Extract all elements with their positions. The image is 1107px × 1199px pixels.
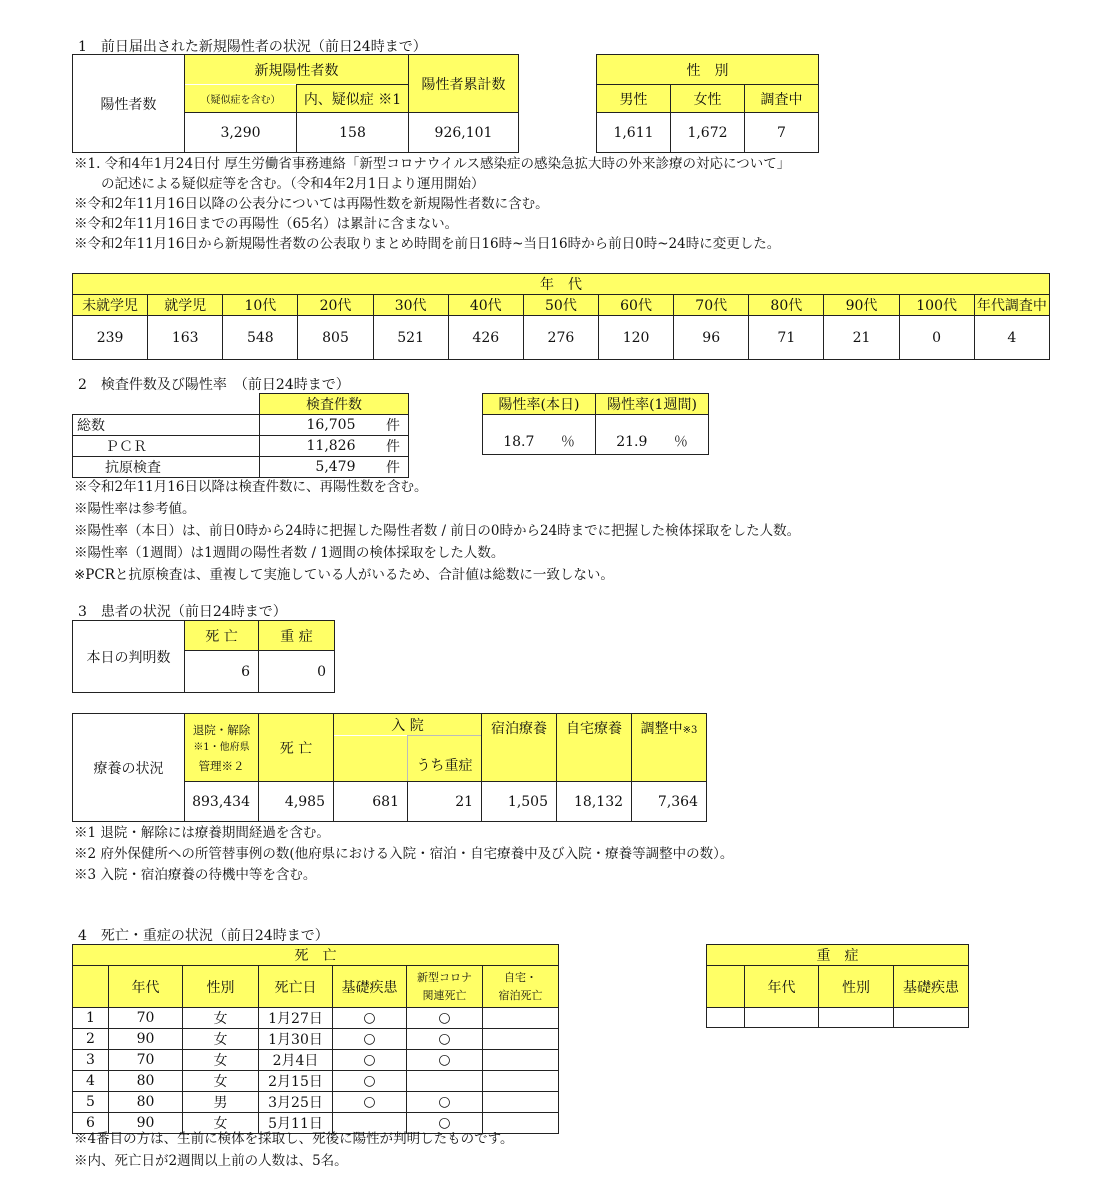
adjusting-note: ※3 [682,725,698,736]
age-label-cell: 100代 [899,295,974,316]
age-value-cell: 0 [899,316,974,360]
death-disease-header: 基礎疾患 [333,966,407,1008]
death-cell-age: 80 [109,1092,183,1113]
age-label-cell: 60代 [598,295,673,316]
age-label-cell: 10代 [223,295,298,316]
test-count-header: 検査件数 [260,394,409,415]
discharged-header-line: ※1・他府県 [193,741,250,753]
death-cell-sex: 男 [183,1092,259,1113]
home-header-line: 宿泊死亡 [498,988,543,1002]
death-cell-corona: ○ [407,1008,483,1029]
death-cell-disease: ○ [333,1008,407,1029]
age-value-cell: 163 [148,316,223,360]
test-row-value: 5,479 [260,457,364,478]
note: ※陽性率（1週間）は1週間の陽性者数 / 1週間の検体採取をした人数。 [74,545,505,561]
corona-header-line: 関連死亡 [422,988,467,1002]
section1-heading: 1 前日届出された新規陽性者の状況（前日24時まで） [78,39,427,55]
death-cell-date: 3月25日 [259,1092,333,1113]
note: ※1 退院・解除には療養期間経過を含む。 [74,825,330,841]
age-label-cell: 就学児 [148,295,223,316]
section2-heading: 2 検査件数及び陽性率 （前日24時まで） [78,377,350,393]
care-death-value: 4,985 [259,782,334,822]
death-cell-disease: ○ [333,1071,407,1092]
rate-today-header: 陽性率(本日) [483,394,596,415]
sex-label-male: 男性 [597,85,671,113]
age-value-cell: 120 [598,316,673,360]
note: ※令和2年11月16日以降は検査件数に、再陽性数を含む。 [74,479,428,495]
care-death-header: 死 亡 [259,714,334,782]
note: ※内、死亡日が2週間以上前の人数は、5名。 [74,1153,348,1169]
test-row-label: ＰＣＲ [73,436,260,457]
new-positive-value: 3,290 [185,113,297,153]
suspect-header: 内、疑似症 ※1 [297,85,409,113]
test-row-label: 抗原検査 [73,457,260,478]
death-cell-no: 4 [73,1071,109,1092]
death-cell-age: 70 [109,1050,183,1071]
hotel-value: 1,505 [482,782,557,822]
severe-cell [819,1008,894,1028]
age-value-cell: 426 [448,316,523,360]
death-cell-corona: ○ [407,1029,483,1050]
hospital-severe-header: うち重症 [408,736,482,782]
severe-cell [745,1008,819,1028]
age-header: 年 代 [73,274,1050,295]
note: ※PCRと抗原検査は、重複して実施している人がいるため、合計値は総数に一致しない。 [74,567,614,583]
death-cell-date: 1月30日 [259,1029,333,1050]
test-row-unit: 件 [364,457,409,478]
test-row-label: 総数 [73,415,260,436]
hospital-header: 入 院 [334,714,482,736]
today-death-header: 死 亡 [185,621,259,651]
death-cell-no: 6 [73,1113,109,1134]
percent-sign: ％ [560,434,575,450]
sex-value-unknown: 7 [745,113,819,153]
death-date-header: 死亡日 [259,966,333,1008]
death-sex-header: 性別 [183,966,259,1008]
death-cell-age: 90 [109,1113,183,1134]
note: ※陽性率（本日）は、前日0時から24時に把握した陽性者数 / 前日の0時から24時までに把握した検体採取をした人数。 [74,523,801,539]
death-cell-disease: ○ [333,1029,407,1050]
sex-header: 性 別 [597,55,819,85]
sex-table [596,54,819,153]
death-cell-sex: 女 [183,1008,259,1029]
hospital-severe-value: 21 [408,782,482,822]
age-label-cell: 70代 [674,295,749,316]
age-label-cell: 50代 [523,295,598,316]
death-cell-date: 5月11日 [259,1113,333,1134]
today-death-value: 6 [185,651,259,693]
death-cell-sex: 女 [183,1029,259,1050]
death-row [73,1050,559,1071]
note: ※2 府外保健所への所管替事例の数(他府県における入院・宿泊・自宅療養中及び入院・療養等調整中の数）。 [74,846,734,862]
age-value-cell: 805 [298,316,373,360]
death-header: 死 亡 [73,945,559,966]
note: ※1. 令和4年1月24日付 厚生労働省事務連絡「新型コロナウイルス感染症の感染急拡大時の外来診療の対応について」 [74,156,791,172]
death-cell-age: 80 [109,1071,183,1092]
positive-row-label: 陽性者数 [73,55,185,153]
death-cell-sex: 女 [183,1071,259,1092]
care-status-table [72,713,707,822]
rate-today-value: 18.7 [503,434,535,450]
death-cell-date: 2月15日 [259,1071,333,1092]
section3-heading: 3 患者の状況（前日24時まで） [78,604,287,620]
death-cell-home [483,1029,559,1050]
cumulative-value: 926,101 [409,113,519,153]
hospital-value: 681 [334,782,408,822]
cumulative-header: 陽性者累計数 [409,55,519,113]
section4-notes [74,1128,514,1172]
death-cell-date: 2月4日 [259,1050,333,1071]
test-row-unit: 件 [364,436,409,457]
severe-sex-header: 性別 [819,966,894,1008]
severe-cell [894,1008,969,1028]
death-cell-corona: ○ [407,1092,483,1113]
death-cell-home [483,1050,559,1071]
death-cell-corona: ○ [407,1113,483,1134]
rate-week-value: 21.9 [616,434,648,450]
corona-header-line: 新型コロナ [417,970,472,984]
death-cell-home [483,1092,559,1113]
discharged-header-line: 管理※２ [198,758,245,773]
home-header-line: 自宅・ [504,970,537,984]
today-label: 本日の判明数 [73,621,185,693]
note: ※3 入院・宿泊療養の待機中等を含む。 [74,867,317,883]
age-label-cell: 80代 [749,295,824,316]
age-value-cell: 21 [824,316,899,360]
age-label-cell: 20代 [298,295,373,316]
death-cell-corona: ○ [407,1050,483,1071]
today-cases-table [72,620,335,693]
death-cell-age: 90 [109,1029,183,1050]
death-row [73,1071,559,1092]
death-cell-date: 1月27日 [259,1008,333,1029]
death-cell-disease: ○ [333,1092,407,1113]
test-row-value: 16,705 [260,415,364,436]
death-table [72,944,559,1134]
death-cell-no: 2 [73,1029,109,1050]
section3-notes [74,823,733,886]
age-label-cell: 40代 [448,295,523,316]
section1-notes [74,154,790,254]
care-label: 療養の状況 [73,714,185,822]
sex-label-female: 女性 [671,85,745,113]
discharged-header [185,714,259,782]
discharged-value: 893,434 [185,782,259,822]
death-cell-no: 5 [73,1092,109,1113]
age-label-cell: 年代調査中 [974,295,1049,316]
age-value-cell: 548 [223,316,298,360]
age-value-cell: 71 [749,316,824,360]
note: ※令和2年11月16日以降の公表分については再陽性数を新規陽性者数に含む。 [74,196,549,212]
note: ※陽性率は参考値。 [74,501,196,517]
adjusting-label: 調整中 [640,721,683,737]
test-row-value: 11,826 [260,436,364,457]
today-severe-header: 重 症 [259,621,335,651]
death-age-header: 年代 [109,966,183,1008]
age-value-cell: 521 [373,316,448,360]
age-label-cell: 30代 [373,295,448,316]
age-value-cell: 4 [974,316,1049,360]
rate-week-header: 陽性率(1週間) [596,394,709,415]
rate-today-cell [483,415,596,455]
sex-value-male: 1,611 [597,113,671,153]
note: の記述による疑似症等を含む。（令和4年2月1日より運用開始） [74,176,485,192]
death-cell-home [483,1008,559,1029]
death-row [73,1008,559,1029]
adjusting-header [632,714,707,782]
adjusting-value: 7,364 [632,782,707,822]
note: ※4番目の方は、生前に検体を採取し、死後に陽性が判明したものです。 [74,1131,514,1147]
today-severe-value: 0 [259,651,335,693]
positive-count-table [72,54,519,153]
severe-cell [707,1008,745,1028]
death-row [73,1029,559,1050]
death-cell-corona [407,1071,483,1092]
age-label-cell: 90代 [824,295,899,316]
death-corona-header [407,966,483,1008]
sex-value-female: 1,672 [671,113,745,153]
death-cell-no: 1 [73,1008,109,1029]
home-header: 自宅療養 [557,714,632,782]
death-row [73,1092,559,1113]
age-label-cell: 未就学児 [73,295,148,316]
test-count-table [72,393,409,478]
severe-no-header [707,966,745,1008]
suspect-value: 158 [297,113,409,153]
positive-rate-table [482,393,709,455]
hotel-header: 宿泊療養 [482,714,557,782]
age-table [72,273,1050,360]
death-cell-no: 3 [73,1050,109,1071]
death-cell-sex: 女 [183,1113,259,1134]
note: ※令和2年11月16日までの再陽性（65名）は累計に含まない。 [74,216,459,232]
death-cell-sex: 女 [183,1050,259,1071]
severe-age-header: 年代 [745,966,819,1008]
section4-heading: 4 死亡・重症の状況（前日24時まで） [78,928,329,944]
severe-header: 重 症 [707,945,969,966]
death-no-header [73,966,109,1008]
severe-disease-header: 基礎疾患 [894,966,969,1008]
new-positive-header: 新規陽性者数 [185,55,409,85]
death-cell-home [483,1071,559,1092]
test-row-unit: 件 [364,415,409,436]
death-cell-age: 70 [109,1008,183,1029]
death-cell-disease: ○ [333,1050,407,1071]
severe-table [706,944,969,1028]
discharged-header-line: 退院・解除 [192,722,251,737]
age-value-cell: 96 [674,316,749,360]
new-positive-subheader: （疑似症を含む） [185,85,297,113]
percent-sign: ％ [673,434,688,450]
home-value: 18,132 [557,782,632,822]
death-home-header [483,966,559,1008]
note: ※令和2年11月16日から新規陽性者数の公表取りまとめ時間を前日16時~当日16時から前日0時~24時に変更した。 [74,236,781,252]
rate-week-cell [596,415,709,455]
sex-label-unknown: 調査中 [745,85,819,113]
section2-notes [74,476,800,586]
age-value-cell: 276 [523,316,598,360]
age-value-cell: 239 [73,316,148,360]
